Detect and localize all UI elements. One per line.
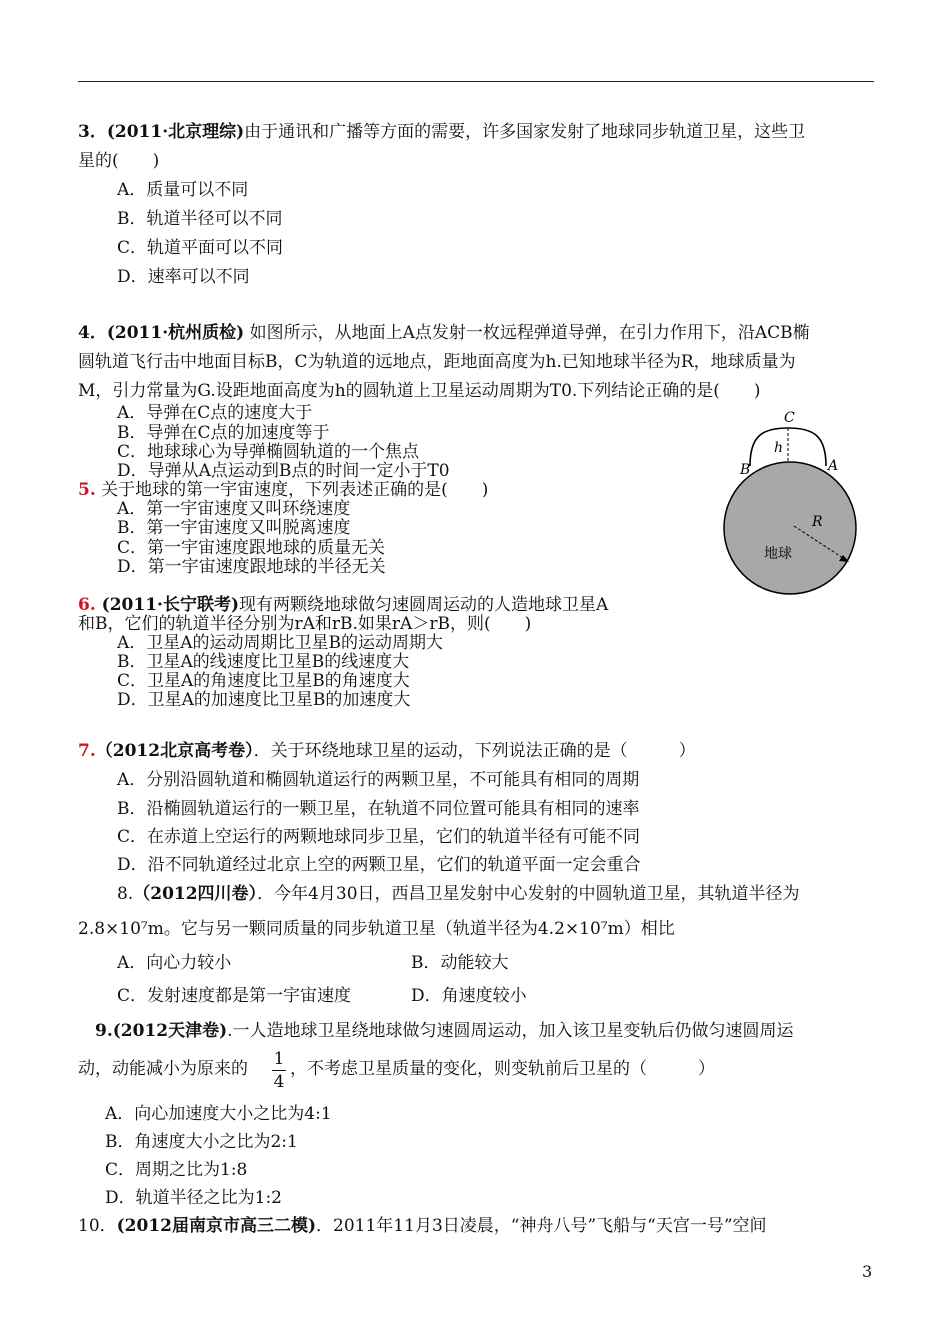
q3-option-d: D．速率可以不同	[117, 267, 250, 287]
q4-option-c: C．地球球心为导弹椭圆轨道的一个焦点	[117, 442, 420, 462]
q8-option-a: A．向心力较小	[117, 953, 232, 973]
q10-number: 10．	[78, 1216, 117, 1236]
label-r: R	[812, 514, 823, 530]
q8-number: 8.	[117, 884, 134, 904]
q7-line1	[78, 740, 696, 762]
q7-number: 7.	[78, 741, 96, 761]
q5-number: 5.	[78, 480, 96, 500]
q3-option-b: B．轨道半径可以不同	[117, 209, 283, 229]
label-b: B	[740, 462, 751, 478]
q9-fraction	[272, 1049, 286, 1092]
q4-number: 4．	[78, 323, 107, 343]
q7-option-d: D．沿不同轨道经过北京上空的两颗卫星，它们的轨道平面一定会重合	[117, 855, 641, 875]
label-c: C	[784, 410, 795, 426]
q7-source: （2012北京高考卷）	[95, 741, 254, 761]
q6-line2: 和B，它们的轨道半径分别为rA和rB.如果rA＞rB，则( )	[78, 614, 532, 634]
q6-number: 6.	[78, 595, 96, 615]
fraction-numerator: 1	[273, 1049, 285, 1069]
q8-line1	[117, 883, 800, 905]
q4-option-d: D．导弹从A点运动到B点的时间一定小于T0	[117, 461, 450, 481]
q4-option-b: B．导弹在C点的加速度等于	[117, 423, 330, 443]
q6-option-d: D．卫星A的加速度比卫星B的加速度大	[117, 690, 411, 710]
q6-option-a: A．卫星A的运动周期比卫星B的运动周期大	[117, 633, 444, 653]
q3-text: 由于通讯和广播等方面的需要，许多国家发射了地球同步轨道卫星，这些卫	[244, 122, 806, 142]
q4-line2: 圆轨道飞行击中地面目标B，C为轨道的远地点，距地面高度为h.已知地球半径为R，地球质量为	[78, 352, 796, 372]
q4-option-a: A．导弹在C点的速度大于	[117, 403, 313, 423]
q9-line2b: ，不考虑卫星质量的变化，则变轨前后卫星的（ ）	[290, 1059, 715, 1079]
q10-text: ．2011年11月3日凌晨，“神舟八号”飞船与“天宫一号”空间	[316, 1216, 767, 1236]
q3-option-a: A．质量可以不同	[117, 180, 249, 200]
q8-line2: 2.8×10⁷m。它与另一颗同质量的同步轨道卫星（轨道半径为4.2×10⁷m）相比	[78, 919, 675, 939]
q9-option-a: A．向心加速度大小之比为4:1	[105, 1104, 332, 1124]
q4-line3: M，引力常量为G.设距地面高度为h的圆轨道上卫星运动周期为T0.下列结论正确的是( )	[78, 381, 761, 401]
q4-source: (2011·杭州质检)	[106, 323, 245, 343]
q9-option-d: D．轨道半径之比为1:2	[105, 1188, 282, 1208]
q8-source: （2012四川卷）	[133, 884, 258, 904]
page-number: 3	[862, 1262, 873, 1281]
q3-option-c: C．轨道平面可以不同	[117, 238, 284, 258]
q7-option-a: A．分别沿圆轨道和椭圆轨道运行的两颗卫星，不可能具有相同的周期	[117, 770, 640, 790]
q9-text: .一人造地球卫星绕地球做匀速圆周运动，加入该卫星变轨后仍做匀速圆周运	[227, 1021, 794, 1041]
q8-option-c: C．发射速度都是第一宇宙速度	[117, 986, 352, 1006]
q5-text: 关于地球的第一宇宙速度，下列表述正确的是( )	[95, 480, 489, 500]
q4-line1	[78, 322, 810, 344]
q6-option-b: B．卫星A的线速度比卫星B的线速度大	[117, 652, 410, 672]
q3-source: (2011·北京理综)	[106, 122, 245, 142]
q4-text: 如图所示，从地面上A点发射一枚远程弹道导弹，在引力作用下，沿ACB椭	[244, 323, 810, 343]
earth-trajectory-figure	[718, 406, 868, 606]
earth-circle	[724, 462, 856, 594]
q9-number: 9.	[95, 1021, 113, 1041]
label-h: h	[774, 440, 784, 456]
q5-option-a: A．第一宇宙速度又叫环绕速度	[117, 499, 351, 519]
q6-text: 现有两颗绕地球做匀速圆周运动的人造地球卫星A	[239, 595, 609, 615]
label-a: A	[828, 458, 839, 474]
q3-number: 3．	[78, 122, 107, 142]
q3-line2: 星的( )	[78, 151, 160, 171]
q7-option-c: C．在赤道上空运行的两颗地球同步卫星，它们的轨道半径有可能不同	[117, 827, 641, 847]
q6-source: (2011·长宁联考)	[95, 595, 239, 615]
q9-source: (2012天津卷)	[112, 1021, 228, 1041]
q6-option-c: C．卫星A的角速度比卫星B的角速度大	[117, 671, 410, 691]
q9-line2a: 动，动能减小为原来的	[78, 1059, 248, 1079]
q9-option-b: B．角速度大小之比为2:1	[105, 1132, 298, 1152]
fraction-denominator: 4	[273, 1072, 285, 1092]
q9-line1	[95, 1020, 794, 1042]
q5-option-b: B．第一宇宙速度又叫脱离速度	[117, 518, 351, 538]
q8-option-d: D．角速度较小	[411, 986, 527, 1006]
label-earth: 地球	[764, 546, 792, 562]
q3-line1	[78, 121, 805, 143]
q9-option-c: C．周期之比为1:8	[105, 1160, 248, 1180]
q7-option-b: B．沿椭圆轨道运行的一颗卫星，在轨道不同位置可能具有相同的速率	[117, 799, 640, 819]
q10-line1	[78, 1215, 767, 1237]
q10-source: (2012届南京市高三二模)	[116, 1216, 317, 1236]
fraction-bar	[272, 1070, 286, 1071]
q8-option-b: B．动能较大	[411, 953, 509, 973]
q8-text: ．今年4月30日，西昌卫星发射中心发射的中圆轨道卫星，其轨道半径为	[257, 884, 800, 904]
q7-text: ．关于环绕地球卫星的运动，下列说法正确的是（ ）	[253, 741, 696, 761]
header-rule	[78, 81, 874, 82]
q5-option-c: C．第一宇宙速度跟地球的质量无关	[117, 538, 386, 558]
q5-option-d: D．第一宇宙速度跟地球的半径无关	[117, 557, 386, 577]
